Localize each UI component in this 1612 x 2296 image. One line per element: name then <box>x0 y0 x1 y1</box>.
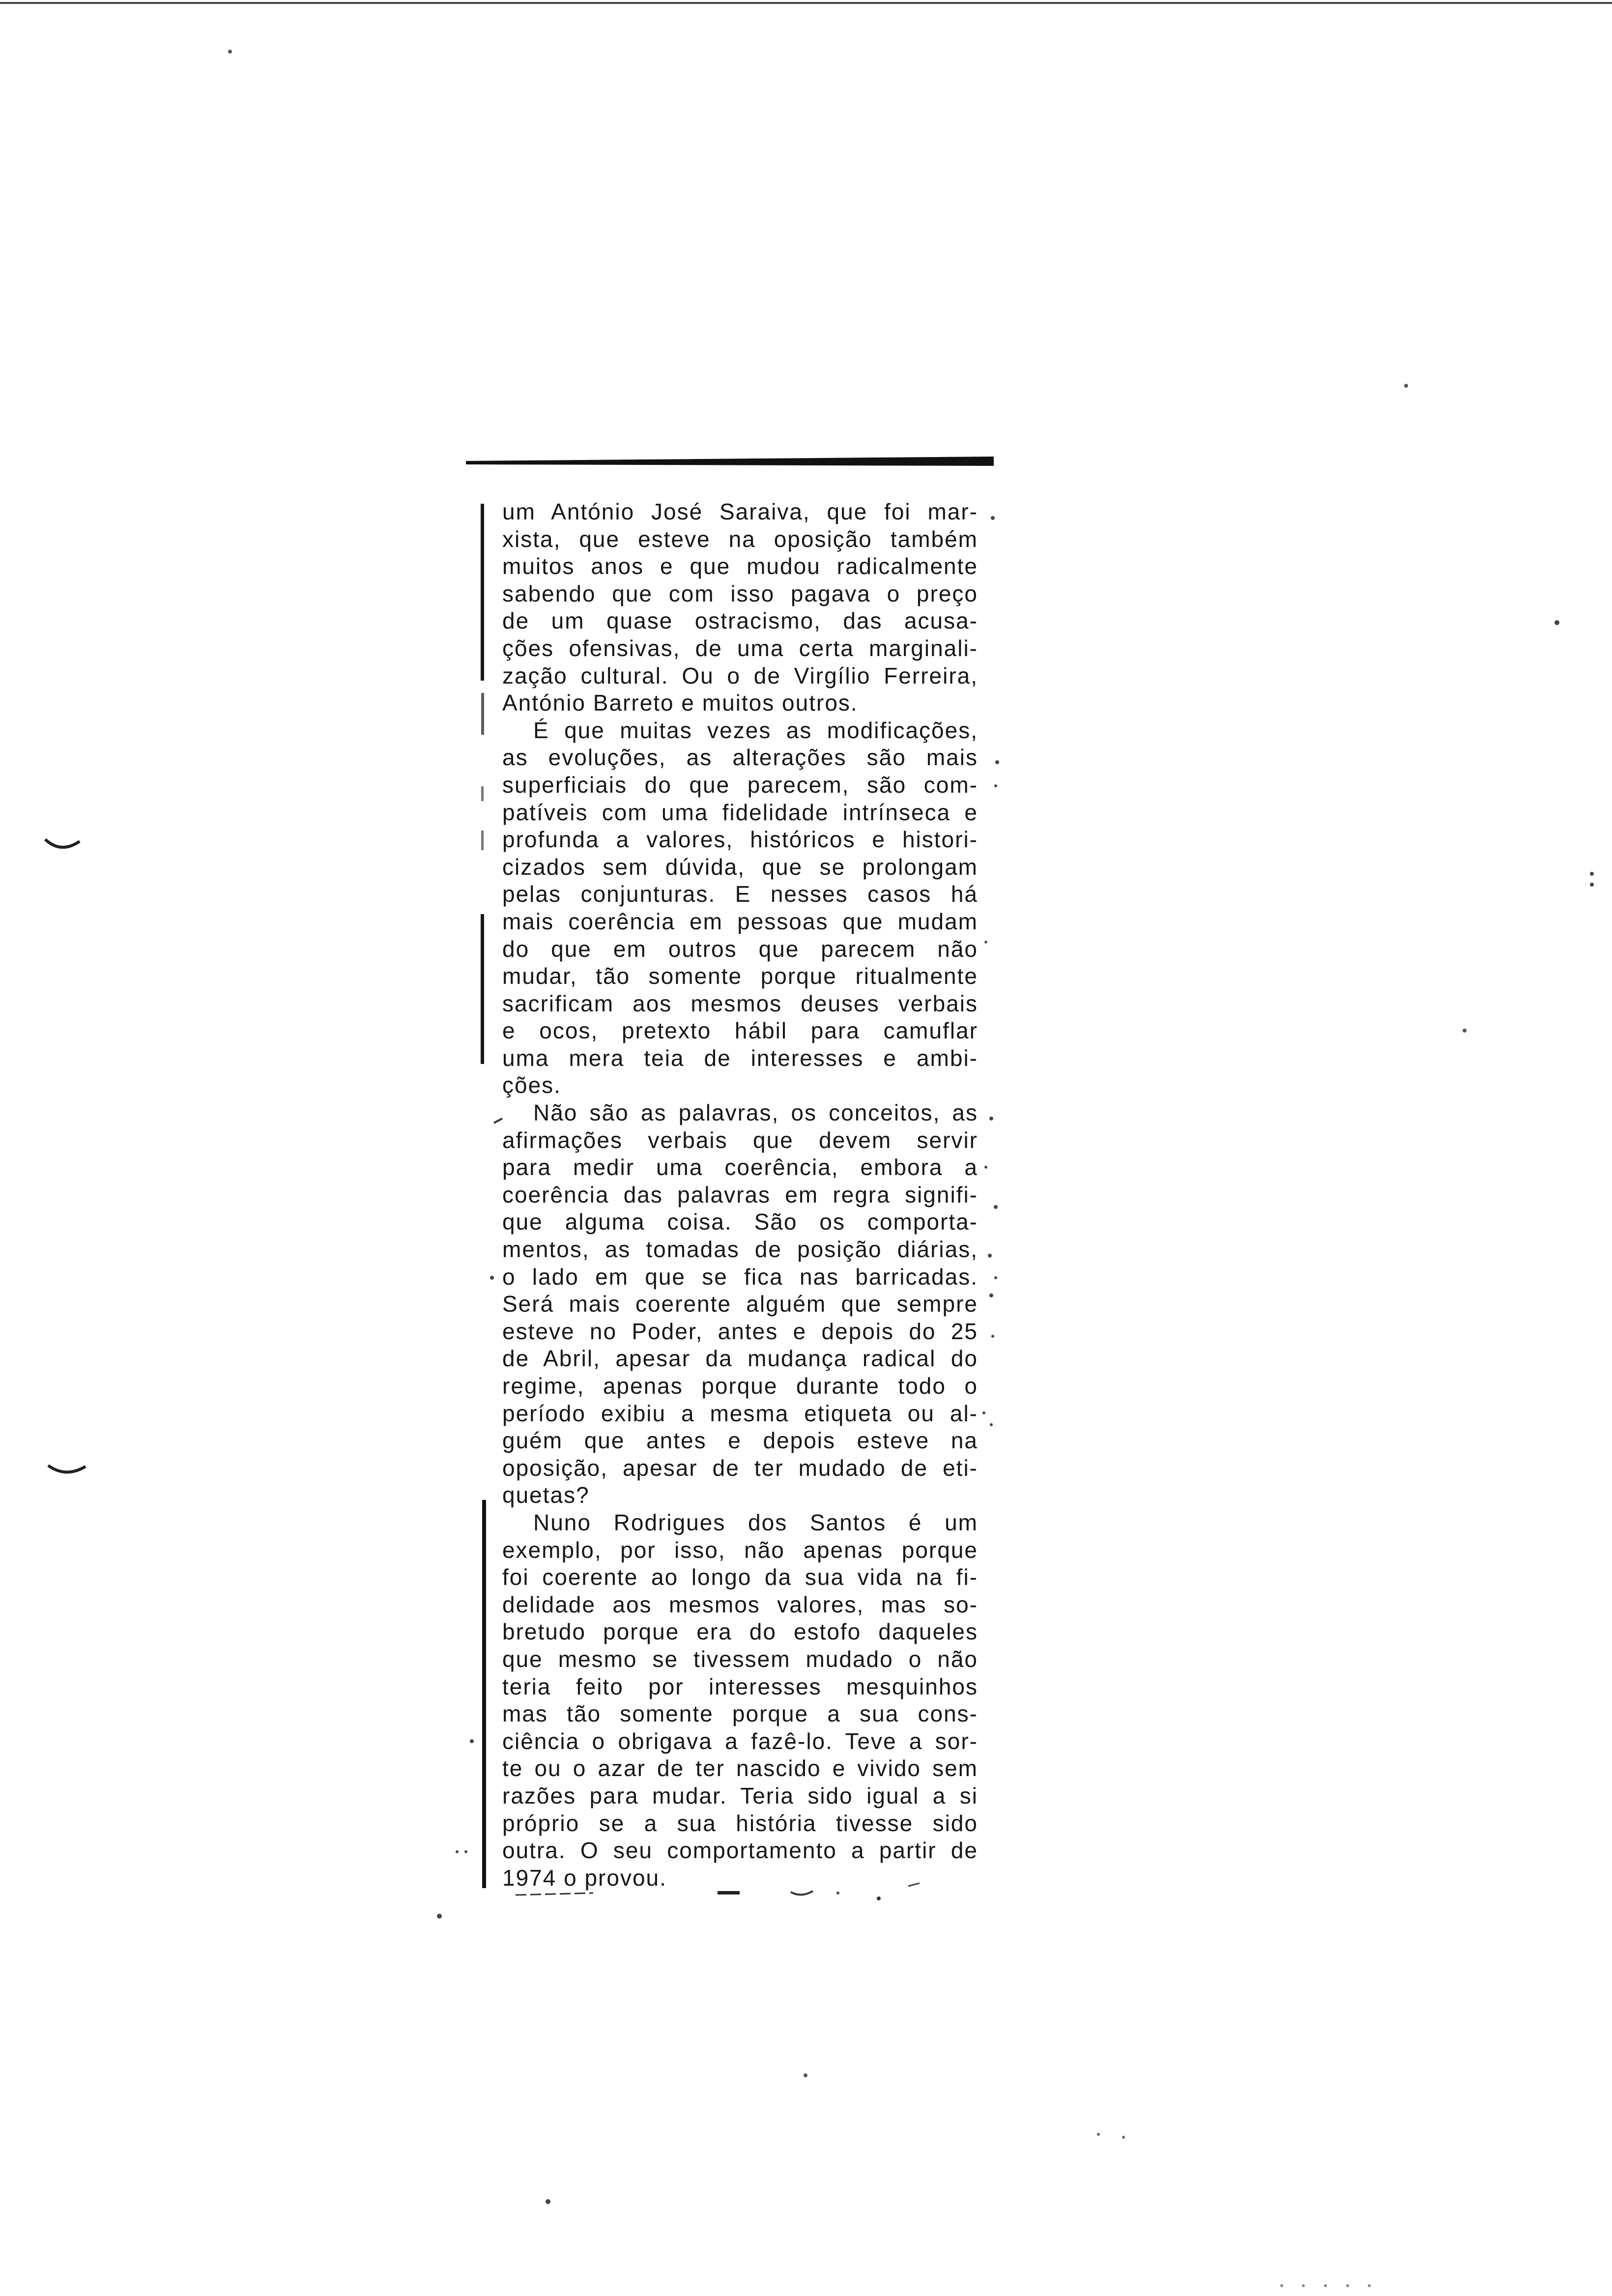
text-line: oposição, apesar de ter mudado de eti- <box>502 1455 978 1481</box>
text-line: regime, apenas porque durante todo o <box>502 1373 978 1399</box>
scan-speck <box>984 1166 987 1169</box>
text-line: delidade aos mesmos valores, mas so- <box>502 1591 978 1617</box>
text-line: 1974 o provou. <box>502 1865 667 1891</box>
paragraph <box>502 498 978 717</box>
text-line: superficiais do que parecem, são com- <box>502 772 978 798</box>
text-line: um António José Saraiva, que foi mar- <box>502 499 978 524</box>
scan-speck <box>546 2199 550 2204</box>
margin-bar <box>481 504 484 681</box>
text-line: afirmações verbais que devem servir <box>502 1127 978 1153</box>
scan-speck <box>437 1914 442 1919</box>
text-line: outra. O seu comportamento a partir de <box>502 1837 978 1864</box>
scan-speck <box>995 760 999 764</box>
text-line: É que muitas vezes as modificações, <box>533 717 978 743</box>
scan-speck <box>991 516 995 520</box>
scan-speck <box>804 2073 807 2077</box>
scan-speck <box>1463 1029 1467 1033</box>
scan-speck <box>994 1205 998 1209</box>
scan-mark <box>494 1119 502 1123</box>
margin-bar <box>481 831 484 850</box>
scan-speck <box>994 1276 997 1279</box>
text-line: cizados sem dúvida, que se prolongam <box>502 854 978 880</box>
paragraph <box>502 1099 978 1509</box>
scan-speck <box>984 941 987 944</box>
text-line: de um quase ostracismo, das acusa- <box>502 608 978 634</box>
scan-speck <box>988 1254 992 1258</box>
text-line: exemplo, por isso, não apenas porque <box>502 1537 978 1563</box>
column-top-rule <box>466 457 994 466</box>
text-line: ciência o obrigava a fazê-lo. Teve a sor- <box>502 1728 978 1754</box>
paragraph <box>502 1509 978 1892</box>
scan-speck <box>1324 2284 1327 2287</box>
text-line: esteve no Poder, antes e depois do 25 <box>502 1318 978 1344</box>
scan-speck <box>1302 2284 1305 2287</box>
scan-mark <box>516 1893 593 1895</box>
text-line: muitos anos e que mudou radicalmente <box>502 553 978 579</box>
text-line: para medir uma coerência, embora a <box>502 1154 978 1180</box>
text-line: quetas? <box>502 1482 590 1508</box>
text-line: teria feito por interesses mesquinhos <box>502 1673 978 1699</box>
scan-speck <box>464 1850 467 1853</box>
scan-speck <box>994 784 997 787</box>
scan-speck <box>1122 2136 1125 2139</box>
text-line: que alguma coisa. São os comporta- <box>502 1209 978 1235</box>
scan-mark <box>48 1465 86 1472</box>
text-line: que mesmo se tivessem mudado o não <box>502 1646 978 1672</box>
text-line: profunda a valores, históricos e histori- <box>502 827 978 853</box>
margin-bar <box>481 693 484 735</box>
text-line: mudar, tão somente porque ritualmente <box>502 963 978 989</box>
scan-speck <box>456 1850 459 1853</box>
article-column <box>502 498 978 1892</box>
text-line: mentos, as tomadas de posição diárias, <box>502 1236 978 1263</box>
margin-bar <box>482 1500 486 1888</box>
scan-speck <box>1590 872 1594 876</box>
text-line: te ou o azar de ter nascido e vivido sem <box>502 1755 978 1781</box>
text-line: de Abril, apesar da mudança radical do <box>502 1346 978 1372</box>
scan-speck <box>989 1293 993 1297</box>
text-line: razões para mudar. Teria sido igual a si <box>502 1782 978 1808</box>
scan-speck <box>877 1896 881 1900</box>
scan-speck <box>836 1892 839 1894</box>
scan-speck <box>991 1335 994 1338</box>
scan-speck <box>982 1411 985 1414</box>
scan-speck <box>1590 883 1594 887</box>
margin-bar <box>481 786 484 801</box>
scan-speck <box>1404 384 1408 388</box>
scan-speck <box>990 1423 993 1426</box>
text-line: mas tão somente porque a sua cons- <box>502 1701 978 1727</box>
page-top-edge-line <box>0 2 1612 4</box>
paragraph <box>502 717 978 1099</box>
text-line: zação cultural. Ou o de Virgílio Ferreira, <box>502 662 978 689</box>
scan-speck <box>228 50 232 54</box>
scan-mark <box>45 839 80 847</box>
text-line: período exibiu a mesma etiqueta ou al- <box>502 1400 978 1426</box>
text-line: xista, que esteve na oposição também <box>502 526 978 552</box>
text-line: coerência das palavras em regra signifi- <box>502 1181 978 1207</box>
text-line: guém que antes e depois esteve na <box>502 1428 978 1454</box>
scan-speck <box>1346 2284 1349 2287</box>
text-line: do que em outros que parecem não <box>502 936 978 962</box>
text-line: próprio se a sua história tivesse sido <box>502 1810 978 1836</box>
text-line: as evoluções, as alterações são mais <box>502 745 978 771</box>
text-line: sacrificam aos mesmos deuses verbais <box>502 990 978 1016</box>
text-line: sabendo que com isso pagava o preço <box>502 580 978 606</box>
scan-speck <box>470 1739 474 1743</box>
text-line: o lado em que se fica nas barricadas. <box>502 1263 978 1290</box>
scan-speck <box>1097 2133 1100 2136</box>
text-line: ções. <box>502 1072 561 1098</box>
text-line: António Barreto e muitos outros. <box>502 690 858 716</box>
text-line: Nuno Rodrigues dos Santos é um <box>533 1509 978 1535</box>
scan-speck <box>1368 2284 1371 2287</box>
text-line: e ocos, pretexto hábil para camuflar <box>502 1018 978 1044</box>
text-line: Será mais coerente alguém que sempre <box>502 1291 978 1317</box>
text-line: bretudo porque era do estofo daqueles <box>502 1619 978 1645</box>
text-line: mais coerência em pessoas que mudam <box>502 908 978 934</box>
margin-bar <box>481 914 484 1064</box>
text-line: patíveis com uma fidelidade intrínseca e <box>502 799 978 825</box>
text-line: ções ofensivas, de uma certa marginali- <box>502 635 978 661</box>
scan-speck <box>1554 620 1559 625</box>
scan-speck <box>989 1117 993 1120</box>
text-line: Não são as palavras, os conceitos, as <box>533 1100 978 1126</box>
scan-speck <box>490 1276 494 1280</box>
text-line: uma mera teia de interesses e ambi- <box>502 1045 978 1071</box>
scan-speck <box>1280 2284 1283 2287</box>
text-line: foi coerente ao longo da sua vida na fi- <box>502 1564 978 1590</box>
text-line: pelas conjunturas. E nesses casos há <box>502 881 978 907</box>
